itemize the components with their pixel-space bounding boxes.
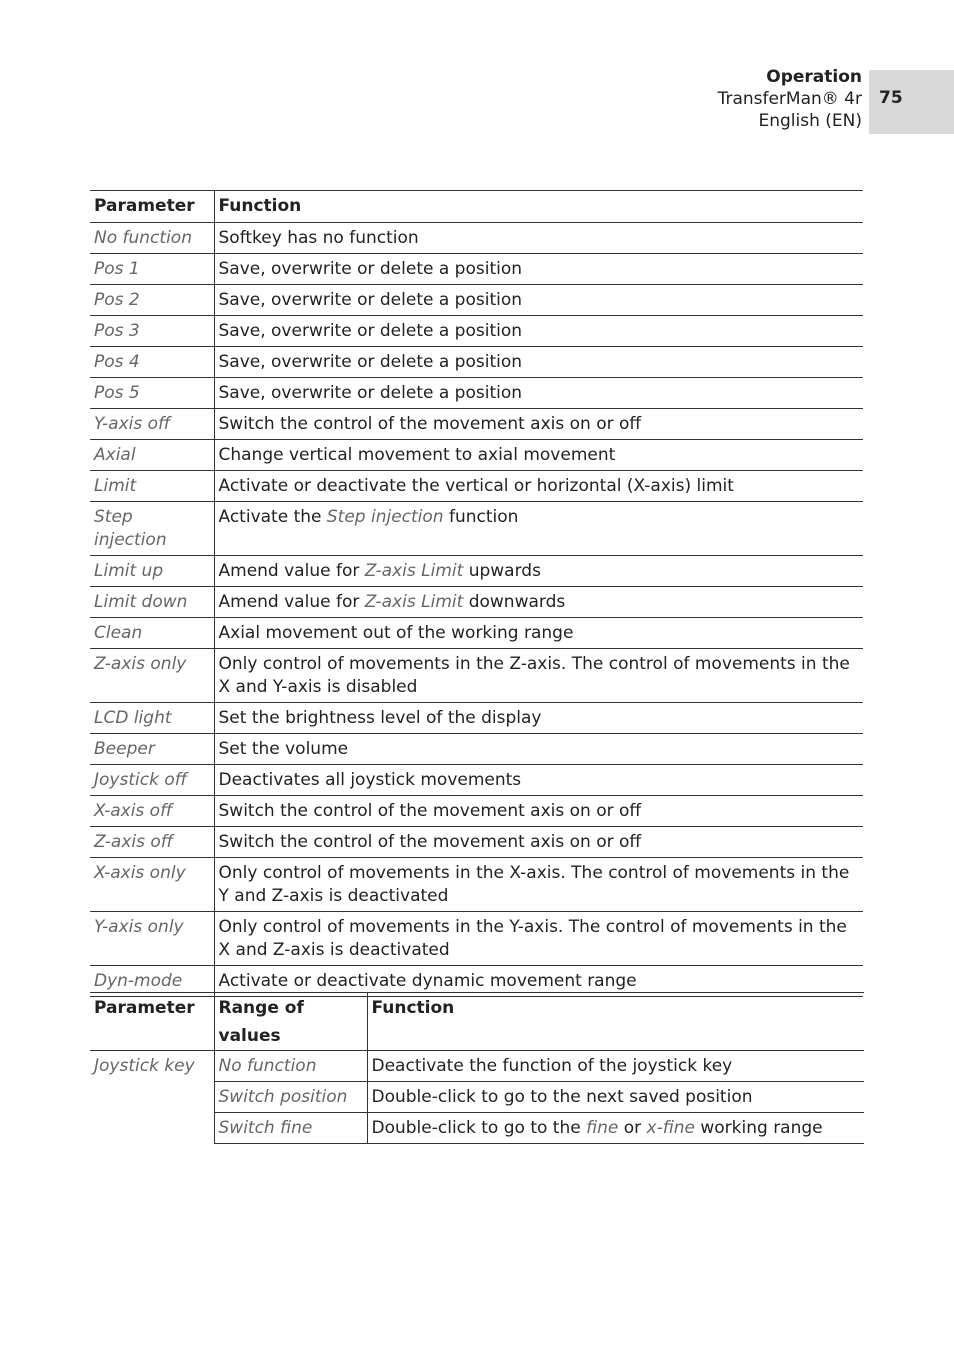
parameter-cell: Pos 2 — [90, 285, 214, 316]
product-name: TransferMan® 4r — [717, 89, 862, 109]
function-cell — [214, 649, 863, 703]
parameter-cell: Dyn-mode — [90, 966, 214, 997]
table-row — [90, 471, 863, 502]
function-cell: Activate or deactivate dynamic movement range — [214, 966, 863, 997]
function-cell — [214, 858, 863, 912]
function-text: downwards — [463, 592, 566, 612]
function-term: Z-axis Limit — [364, 592, 464, 612]
function-text: function — [443, 507, 519, 527]
softkey-function-table — [90, 190, 863, 997]
column-header-parameter: Parameter — [90, 191, 214, 223]
table-row — [90, 587, 863, 618]
function-cell: Switch the control of the movement axis on or off — [214, 796, 863, 827]
function-cell: Save, overwrite or delete a position — [214, 285, 863, 316]
table-row — [90, 285, 863, 316]
table-row — [90, 827, 863, 858]
parameter-cell: X-axis only — [90, 858, 214, 912]
parameter-cell: Pos 4 — [90, 347, 214, 378]
function-term: Z-axis Limit — [364, 561, 464, 581]
table-row — [90, 556, 863, 587]
function-cell: Activate or deactivate the vertical or horizontal (X-axis) limit — [214, 471, 863, 502]
parameter-cell: Axial — [90, 440, 214, 471]
function-term: fine — [586, 1118, 619, 1138]
function-line: Only control of movements in the X-axis. The control of movements in the — [218, 863, 850, 883]
function-cell — [367, 1113, 864, 1144]
parameter-cell: Limit up — [90, 556, 214, 587]
table-row — [90, 734, 863, 765]
function-cell: Change vertical movement to axial movement — [214, 440, 863, 471]
section-title: Operation — [766, 67, 862, 87]
parameter-cell: Z-axis only — [90, 649, 214, 703]
table-row — [90, 858, 863, 912]
table-row — [90, 347, 863, 378]
parameter-cell: Beeper — [90, 734, 214, 765]
function-cell: Deactivate the function of the joystick key — [367, 1051, 864, 1082]
parameter-cell: Y-axis off — [90, 409, 214, 440]
parameter-cell: Z-axis off — [90, 827, 214, 858]
function-cell — [214, 556, 863, 587]
parameter-cell: No function — [90, 223, 214, 254]
function-cell: Set the volume — [214, 734, 863, 765]
function-text: upwards — [463, 561, 541, 581]
parameter-cell: Y-axis only — [90, 912, 214, 966]
table-row — [90, 703, 863, 734]
parameter-cell: Joystick off — [90, 765, 214, 796]
table-row — [90, 409, 863, 440]
function-cell: Save, overwrite or delete a position — [214, 254, 863, 285]
table-row — [90, 502, 863, 556]
function-cell: Save, overwrite or delete a position — [214, 316, 863, 347]
function-text: working range — [694, 1118, 823, 1138]
function-cell: Set the brightness level of the display — [214, 703, 863, 734]
page-number: 75 — [879, 88, 903, 108]
column-header-range: Range of values — [214, 993, 367, 1051]
function-line: X and Z-axis is deactivated — [218, 940, 450, 960]
page-header — [718, 66, 862, 132]
column-header-function: Function — [214, 191, 863, 223]
parameter-cell: Pos 3 — [90, 316, 214, 347]
table-row — [90, 254, 863, 285]
parameter-cell: Pos 1 — [90, 254, 214, 285]
parameter-cell: Pos 5 — [90, 378, 214, 409]
table-row — [90, 1051, 864, 1082]
parameter-cell: LCD light — [90, 703, 214, 734]
range-value-cell: Switch fine — [214, 1113, 367, 1144]
range-value-cell: Switch position — [214, 1082, 367, 1113]
function-cell — [214, 502, 863, 556]
function-term: Step injection — [326, 507, 444, 527]
table-row — [90, 796, 863, 827]
function-cell — [214, 912, 863, 966]
function-term: x-fine — [646, 1118, 695, 1138]
function-line: Y and Z-axis is deactivated — [218, 886, 449, 906]
parameter-cell: Joystick key — [90, 1051, 214, 1144]
parameter-cell: Limit — [90, 471, 214, 502]
function-cell: Axial movement out of the working range — [214, 618, 863, 649]
function-text: Activate the — [218, 507, 327, 527]
page-number-tab — [869, 70, 954, 134]
parameter-cell: Limit down — [90, 587, 214, 618]
function-text: Amend value for — [218, 561, 365, 581]
parameter-cell: Clean — [90, 618, 214, 649]
table-row — [90, 316, 863, 347]
table-row — [90, 765, 863, 796]
joystick-key-table — [90, 992, 864, 1144]
function-cell: Deactivates all joystick movements — [214, 765, 863, 796]
function-cell: Softkey has no function — [214, 223, 863, 254]
language-label: English (EN) — [758, 111, 862, 131]
table-row — [90, 440, 863, 471]
range-value-cell: No function — [214, 1051, 367, 1082]
function-text: Amend value for — [218, 592, 365, 612]
table-row — [90, 378, 863, 409]
function-text: Double-click to go to the — [371, 1118, 587, 1138]
function-text: or — [618, 1118, 647, 1138]
parameter-cell: Step injection — [90, 502, 214, 556]
table-row — [90, 618, 863, 649]
function-line: Only control of movements in the Z-axis. The control of movements in the — [218, 654, 850, 674]
column-header-parameter: Parameter — [90, 993, 214, 1051]
function-cell: Switch the control of the movement axis on or off — [214, 827, 863, 858]
column-header-function: Function — [367, 993, 864, 1051]
table-row — [90, 649, 863, 703]
table-header-row — [90, 191, 863, 223]
function-cell: Double-click to go to the next saved position — [367, 1082, 864, 1113]
parameter-cell: X-axis off — [90, 796, 214, 827]
function-cell — [214, 587, 863, 618]
function-cell: Save, overwrite or delete a position — [214, 347, 863, 378]
function-cell: Switch the control of the movement axis on or off — [214, 409, 863, 440]
function-line: Only control of movements in the Y-axis. The control of movements in the — [218, 917, 847, 937]
table-row — [90, 223, 863, 254]
table-header-row — [90, 993, 864, 1051]
table-row — [90, 912, 863, 966]
function-cell: Save, overwrite or delete a position — [214, 378, 863, 409]
function-line: X and Y-axis is disabled — [218, 677, 418, 697]
